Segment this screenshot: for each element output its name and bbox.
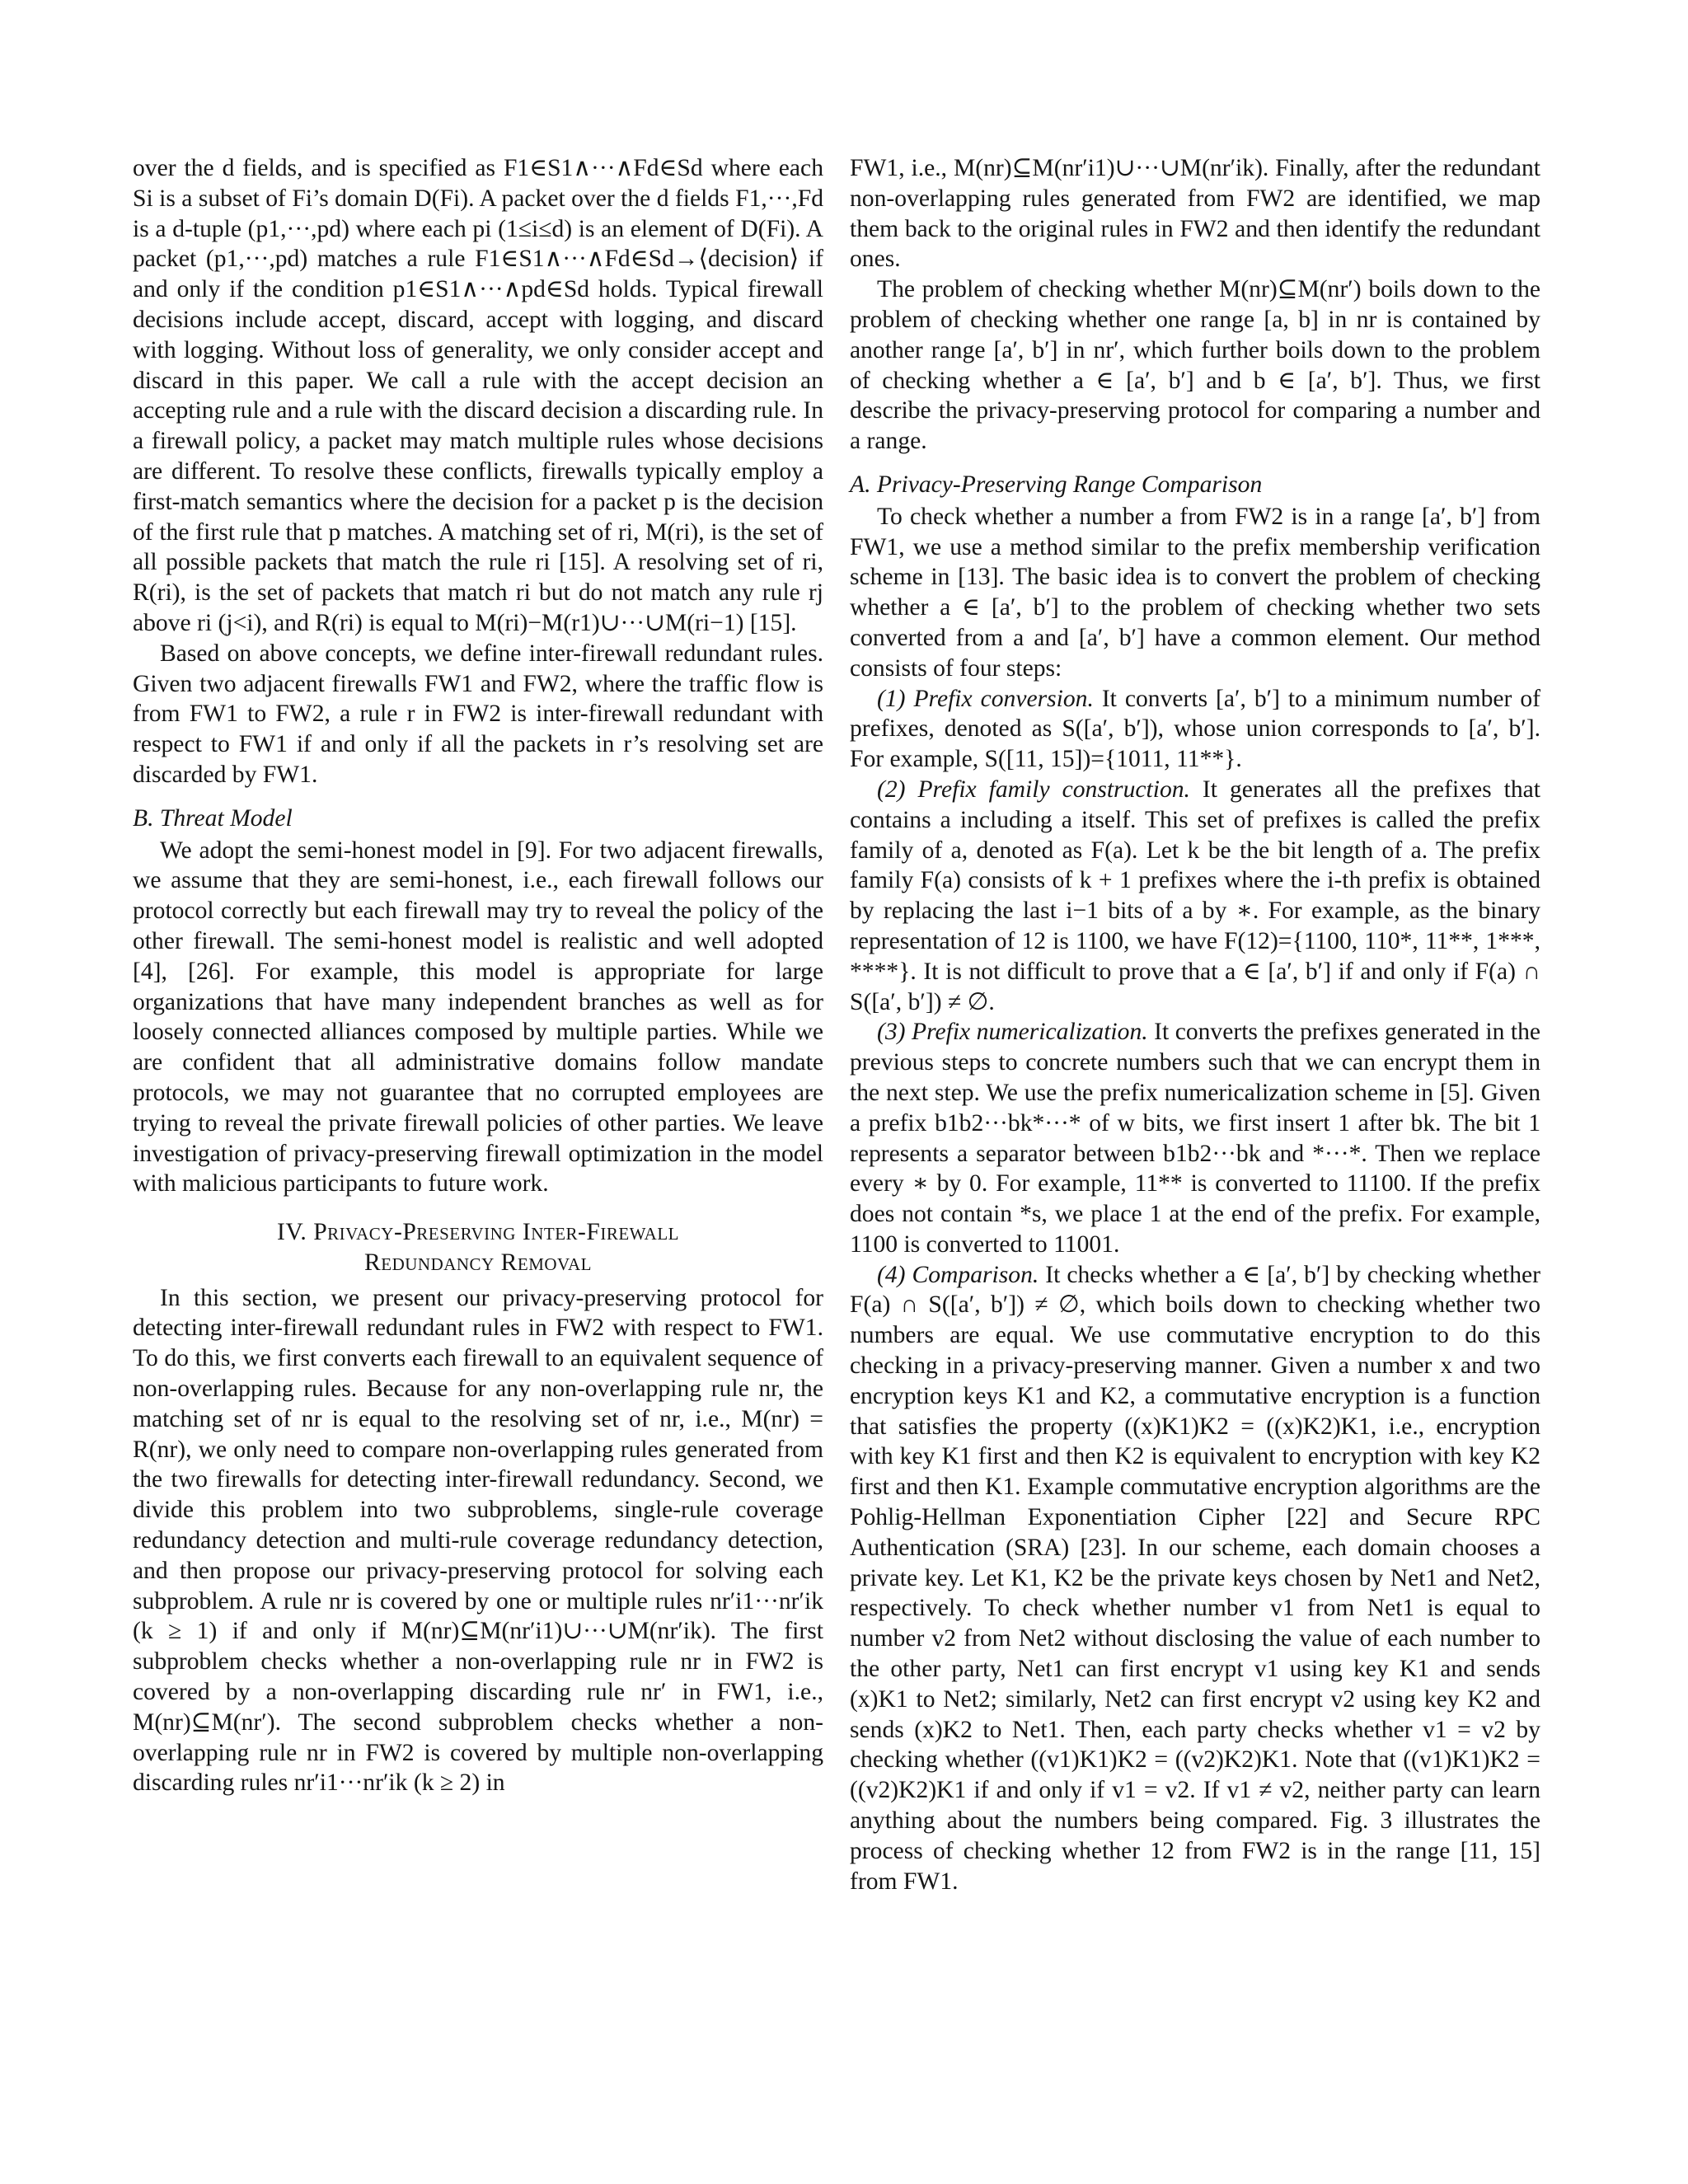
subsection-heading: B. Threat Model [133, 804, 293, 832]
step-label: (2) Prefix family construction. [877, 776, 1190, 803]
paragraph: over the d fields, and is specified as F1∈S1∧···∧Fd∈Sd where each Si is a subset of Fi’s domain D(Fi). A packet over the d fields F1,···,Fd is a d-tuple (p1,···,pd) where each pi (1≤i≤d) is an element of D(Fi). A packet (p1,···,pd) matches a rule F1∈S1∧···∧Fd∈Sd→⟨decision⟩ if and only if the condition p1∈S1∧···∧pd∈Sd holds. Typical firewall decisions include accept, discard, accept with logging, and discard with logging. Without loss of generality, we only consider accept and discard in this paper. We call a rule with the accept decision an accepting rule and a rule with the discard decision a discarding rule. In a firewall policy, a packet may match multiple rules whose decisions are different. To resolve these conflicts, firewalls typically employ a first-match semantics where the decision for a packet p is the decision of the first rule that p matches. A matching set of ri, M(ri), is the set of all possible packets that match the rule ri [15]. A resolving set of ri, R(ri), is the set of packets that match ri but do not match any rule rj above ri (j<i), and R(ri) is equal to M(ri)−M(r1)∪···∪M(ri−1) [15]. [133, 155, 823, 636]
step-paragraph [850, 1260, 1540, 1897]
section-title-line2: Redundancy Removal [364, 1249, 592, 1276]
right-column [850, 153, 1540, 1896]
step-paragraph [850, 775, 1540, 1017]
left-column [133, 153, 823, 1798]
step-text: It generates all the prefixes that contains a including a itself. This set of prefixes is called the prefix family of a, denoted as F(a). Let k be the bit length of a. The prefix family F(a) consists of k + 1 prefixes where the i-th prefix is obtained by replacing the last i−1 bits of a by ∗. For example, as the binary representation of 12 is 1100, we have F(12)={1100, 110*, 11**, 1***, ****}. It is not difficult to prove that a ∈ [a′, b′] if and only if F(a) ∩ S([a′, b′]) ≠ ∅. [850, 776, 1540, 1015]
step-text: It converts [a′, b′] to a minimum number of prefixes, denoted as S([a′, b′]), whose union corresponds to [a′, b′]. For example, S([11, 15])={1011, 11**}. [850, 685, 1540, 773]
step-text: It converts the prefixes generated in the previous steps to concrete numbers such that we can encrypt them in the next step. We use the prefix numericalization scheme in [5]. Given a prefix b1b2···bk*···* of w bits, we first insert 1 after bk. The bit 1 represents a separator between b1b2···bk and *···*. Then we replace every ∗ by 0. For example, 11** is converted to 11100. If the prefix does not contain *s, we place 1 at the end of the prefix. For example, 1100 is converted to 11001. [850, 1019, 1541, 1258]
paragraph: To check whether a number a from FW2 is in a range [a′, b′] from FW1, we use a method similar to the prefix membership verification scheme in [13]. The basic idea is to convert the problem of checking whether a ∈ [a′, b′] to the problem of checking whether two sets converted from a and [a′, b′] have a common element. Our method consists of four steps: [850, 503, 1540, 682]
step-paragraph [850, 684, 1540, 775]
paragraph: FW1, i.e., M(nr)⊆M(nr′i1)∪···∪M(nr′ik). Finally, after the redundant non-overlapping rules generated from FW2 are identified, we map them back to the original rules in FW2 and then identify the redundant ones. [850, 155, 1540, 273]
paragraph: In this section, we present our privacy-preserving protocol for detecting inter-firewall redundant rules in FW2 with respect to FW1. To do this, we first converts each firewall to an equivalent sequence of non-overlapping rules. Because for any non-overlapping rule nr, the matching set of nr is equal to the resolving set of nr, i.e., M(nr) = R(nr), we only need to compare non-overlapping rules generated from the two firewalls for detecting inter-firewall redundancy. Second, we divide this problem into two subproblems, single-rule coverage redundancy detection and multi-rule coverage redundancy detection, and then propose our privacy-preserving protocol for solving each subproblem. A rule nr is covered by one or multiple rules nr′i1···nr′ik (k ≥ 1) if and only if M(nr)⊆M(nr′i1)∪···∪M(nr′ik). The first subproblem checks whether a non-overlapping rule nr in FW2 is covered by a non-overlapping discarding rule nr′ in FW1, i.e., M(nr)⊆M(nr′). The second subproblem checks whether a non-overlapping rule nr in FW2 is covered by multiple non-overlapping discarding rules nr′i1···nr′ik (k ≥ 2) in [133, 1284, 823, 1797]
step-label: (4) Comparison. [877, 1261, 1039, 1288]
step-text: It checks whether a ∈ [a′, b′] by checking whether F(a) ∩ S([a′, b′]) ≠ ∅, which boils down to checking whether two numbers are equal. We use commutative encryption to do this checking in a privacy-preserving manner. Given a number x and two encryption keys K1 and K2, a commutative encryption is a function that satisfies the property ((x)K1)K2 = ((x)K2)K1, i.e., encryption with key K1 first and then K2 is equivalent to encryption with key K2 first and then K1. Example commutative encryption algorithms are the Pohlig-Hellman Exponentiation Cipher [22] and Secure RPC Authentication (SRA) [23]. In our scheme, each domain chooses a private key. Let K1, K2 be the private keys chosen by Net1 and Net2, respectively. To check whether number v1 from Net1 is equal to number v2 from Net2 without disclosing the value of each number to the other party, Net1 can first encrypt v1 using key K1 and sends (x)K1 to Net2; similarly, Net2 can first encrypt v2 using key K2 and sends (x)K2 to Net1. Then, each party checks whether v1 = v2 by checking whether ((v1)K1)K2 = ((v2)K2)K1. Note that ((v1)K1)K2 =((v2)K2)K1 if and only if v1 = v2. If v1 ≠ v2, neither party can learn anything about the numbers being compared. Fig. 3 illustrates the process of checking whether 12 from FW2 is in the range [11, 15] from FW1. [850, 1261, 1540, 1895]
subsection-heading: A. Privacy-Preserving Range Comparison [850, 471, 1263, 498]
paragraph: The problem of checking whether M(nr)⊆M(nr′) boils down to the problem of checking whether one range [a, b] in nr is contained by another range [a′, b′] in nr′, which further boils down to the problem of checking whether a ∈ [a′, b′] and b ∈ [a′, b′]. Thus, we first describe the privacy-preserving protocol for comparing a number and a range. [850, 276, 1540, 455]
step-label: (1) Prefix conversion. [877, 685, 1094, 712]
paragraph: We adopt the semi-honest model in [9]. For two adjacent firewalls, we assume that they are semi-honest, i.e., each firewall follows our protocol correctly but each firewall may try to reveal the policy of the other firewall. The semi-honest model is realistic and well adopted [4], [26]. For example, this model is appropriate for large organizations that have many independent branches as well as for loosely connected alliances composed by multiple parties. While we are confident that all administrative domains follow mandate protocols, we may not guarantee that no corrupted employees are trying to reveal the private firewall policies of other parties. We leave investigation of privacy-preserving firewall optimization in the model with malicious participants to future work. [133, 837, 823, 1197]
step-label: (3) Prefix numericalization. [877, 1019, 1148, 1046]
step-paragraph [850, 1017, 1540, 1259]
section-title-line1: Privacy-Preserving Inter-Firewall [313, 1219, 679, 1246]
paragraph: Based on above concepts, we define inter-firewall redundant rules. Given two adjacent firewalls FW1 and FW2, where the traffic flow is from FW1 to FW2, a rule r in FW2 is inter-firewall redundant with respect to FW1 if and only if all the packets in r’s resolving set are discarded by FW1. [133, 640, 823, 788]
section-number: IV. [277, 1219, 307, 1246]
section-heading [133, 1217, 823, 1278]
